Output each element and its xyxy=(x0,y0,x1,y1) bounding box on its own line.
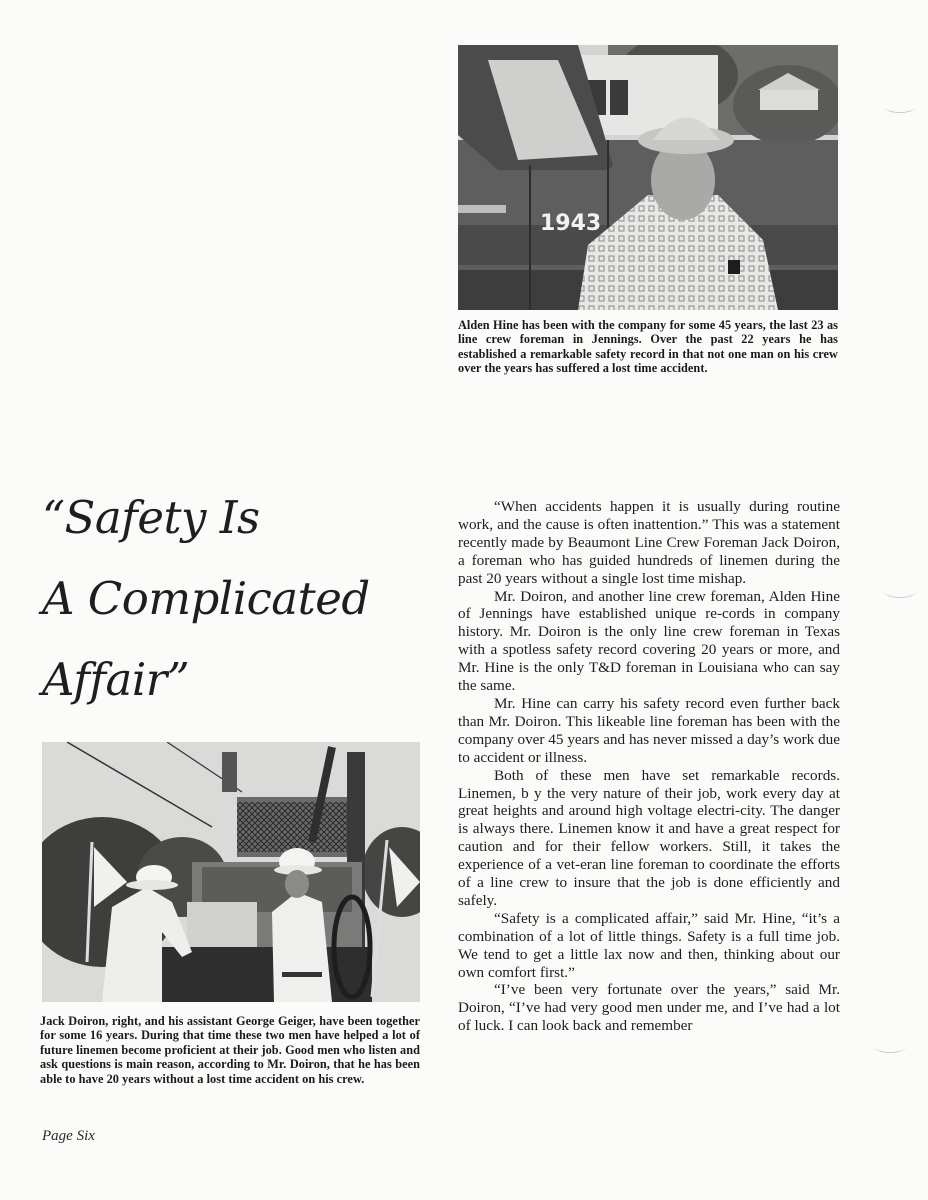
article-paragraph: “Safety is a complicated affair,” said Mr. Hine, “it’s a combination of a lot of little things. Safety is a full time job. We tend to get a little lax now and then, thinking about our own comfort first.” xyxy=(458,909,840,981)
photo-caption-doiron: Jack Doiron, right, and his assistant George Geiger, have been together for some 16 years. During that time these two men have helped a lot of future linemen become proficient at their job. Good men who listen and ask questions is main reason, according to Mr. Doiron, that he has been able to have 20 years without a lost time accident on his crew. xyxy=(40,1014,420,1086)
binder-hole-mark xyxy=(874,1040,906,1053)
headline-line-2: A Complicated xyxy=(42,572,370,625)
article-paragraph: Both of these men have set remarkable records. Linemen, b y the very nature of their job, work every day at great heights and around high voltage electri-city. The danger is always there. Linemen know it and have a great respect for caution and for their fellow workers. Still, it takes the experience of a vet-eran line foreman to coordinate the efforts of a line crew to insure that the job is done efficiently and safely. xyxy=(458,766,840,909)
photo-doiron-geiger-image xyxy=(42,742,420,1002)
photo-alden-hine xyxy=(458,45,838,310)
page-number: Page Six xyxy=(42,1128,95,1144)
photo-alden-hine-image xyxy=(458,45,838,310)
article-body xyxy=(458,498,840,1035)
headline-line-1: “Safety Is xyxy=(42,491,260,544)
article-paragraph: Mr. Hine can carry his safety record even further back than Mr. Doiron. This likeable line foreman has been with the company over 45 years and has never missed a day’s work due to accident or illness. xyxy=(458,694,840,766)
article-paragraph: “I’ve been very fortunate over the years,” said Mr. Doiron, “I’ve had very good men under me, and I’ve had a lot of luck. I can look back and remember xyxy=(458,981,840,1035)
binder-hole-mark xyxy=(884,585,916,598)
article-paragraph: Mr. Doiron, and another line crew foreman, Alden Hine of Jennings have established unique re-cords in company history. Mr. Doiron is the only line crew foreman in Texas with a spotless safety record covering 20 years or more, and Mr. Hine is the only T&D foreman in Louisiana who can say the same. xyxy=(458,587,840,695)
photo-doiron-geiger xyxy=(42,742,420,1002)
truck-number-label: 1943 xyxy=(540,211,602,236)
binder-hole-mark xyxy=(884,100,916,113)
headline-line-3: Affair” xyxy=(42,653,190,706)
photo-caption-hine: Alden Hine has been with the company for some 45 years, the last 23 as line crew foreman in Jennings. Over the past 22 years he has established a remarkable safety record in that not one man on his crew over the years has suffered a lost time accident. xyxy=(458,318,838,376)
article-paragraph: “When accidents happen it is usually during routine work, and the cause is often inattention.” This was a statement recently made by Beaumont Line Crew Foreman Jack Doiron, a foreman who has guided hundreds of linemen during the past 20 years without a single lost time mishap. xyxy=(458,498,840,587)
